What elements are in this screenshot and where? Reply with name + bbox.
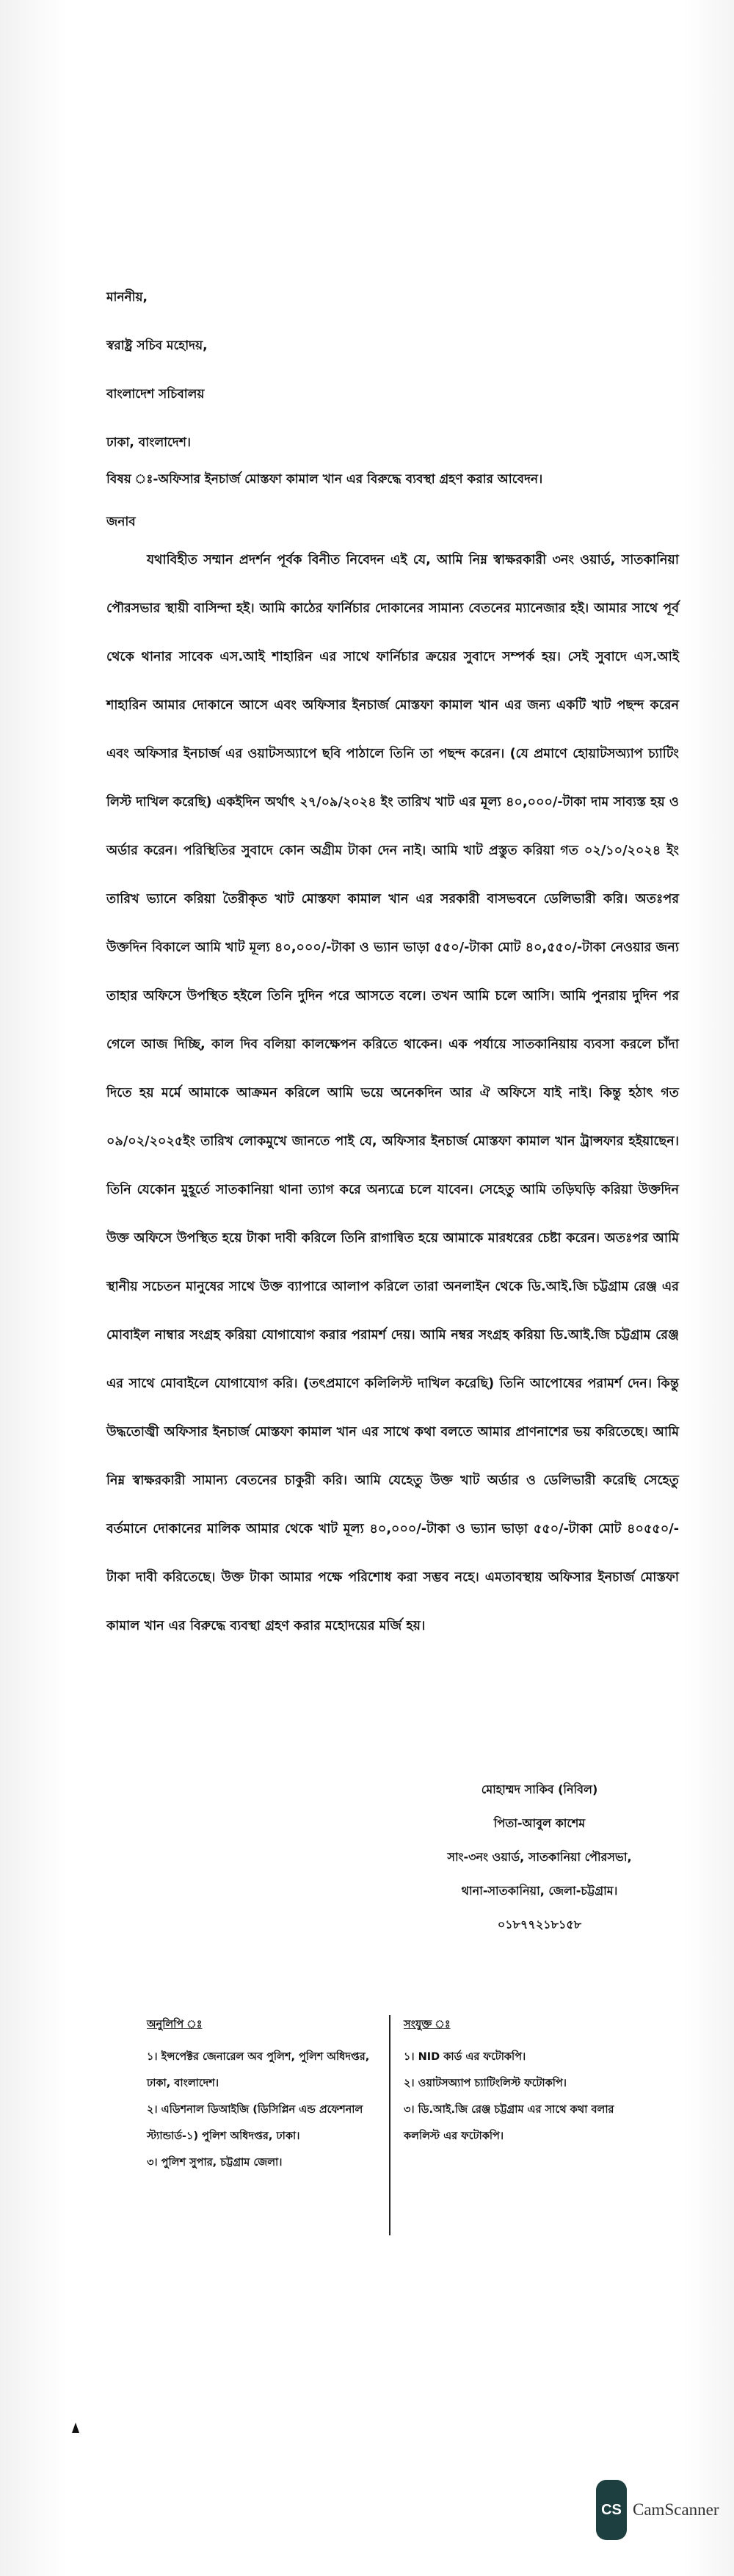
letter-salutation: জনাব <box>106 515 136 529</box>
address-salutation: মাননীয়, <box>106 290 148 305</box>
signature-father: পিতা-আবুল কাশেম <box>493 1816 586 1830</box>
signature-name: মোহাম্মদ সাকিব (নিবিল) <box>481 1782 598 1796</box>
signature-block <box>422 1773 657 1942</box>
address-city: ঢাকা, বাংলাদেশ। <box>106 435 191 450</box>
enclosures-heading: সংযুক্ত ঃ <box>404 2019 451 2031</box>
enclosures-list <box>404 2011 646 2149</box>
signature-thana: থানা-সাতকানিয়া, জেলা-চট্টগ্রাম। <box>461 1884 618 1898</box>
signature-address: সাং-৩নং ওয়ার্ড, সাতকানিয়া পৌরসভা, <box>447 1850 632 1864</box>
copies-list <box>147 2011 382 2176</box>
letter-subject: বিষয় ঃ-অফিসার ইনচার্জ মোস্তফা কামাল খান এর বিরুদ্ধে ব্যবস্থা গ্রহণ করার আবেদন। <box>106 472 543 487</box>
column-divider <box>389 2015 390 2235</box>
enclosures-item: ৩। ডি.আই.জি রেঞ্জ চট্টগ্রাম এর সাথে কথা বলার কললিস্ট এর ফটোকপি। <box>404 2104 614 2142</box>
camscanner-logo-icon: CS <box>596 2480 627 2540</box>
address-office: বাংলাদেশ সচিবালয় <box>106 387 205 402</box>
camscanner-label: CamScanner <box>633 2500 719 2519</box>
letter <box>106 286 679 1650</box>
letter-body: যথাবিহীত সম্মান প্রদর্শন পূর্বক বিনীত নিবেদন এই যে, আমি নিম্ন স্বাক্ষরকারী ৩নং ওয়ার্ড, সাতকানিয়া পৌরসভার স্থায়ী বাসিন্দা হই। আমি কাঠের ফার্নিচার দোকানের সামান্য বেতনের ম্যানেজার হই। আমার সাথে পূর্ব থেকে থানার সাবেক এস.আই শাহারিন এর সাথে ফার্নিচার ক্রয়ের সুবাদে সম্পর্ক হয়। সেই সুবাদে এস.আই শাহারিন আমার দোকানে আসে এবং অফিসার ইনচার্জ মোস্তফা কামাল খান এর জন্য একটি খাট পছন্দ করেন এবং অফিসার ইনচার্জ এর ওয়াটসঅ্যাপে ছবি পাঠালে তিনি তা পছন্দ করেন। (যে প্রমাণে হোয়াটসঅ্যাপ চ্যাটিং লিস্ট দাখিল করেছি) একইদিন অর্থাৎ ২৭/০৯/২০২৪ ইং তারিখ খাট এর মূল্য ৪০,০০০/-টাকা দাম সাব্যস্ত হয় ও অর্ডার করেন। পরিস্থিতির সুবাদে কোন অগ্রীম টাকা দেন নাই। আমি খাট প্রস্তুত করিয়া গত ০২/১০/২০২৪ ইং তারিখ ভ্যানে করিয়া তৈরীকৃত খাট মোস্তফা কামাল খান এর সরকারী বাসভবনে ডেলিভারী করি। অতঃপর উক্তদিন বিকালে আমি খাট মূল্য ৪০,০০০/-টাকা ও ভ্যান ভাড়া ৫৫০/-টাকা মোট ৪০,৫৫০/-টাকা নেওয়ার জন্য তাহার অফিসে উপস্থিত হইলে তিনি দুদিন পরে আসতে বলে। তখন আমি চলে আসি। আমি পুনরায় দুদিন পর গেলে আজ দিচ্ছি, কাল দিব বলিয়া কালক্ষেপন করিতে থাকেন। এক পর্যায়ে সাতকানিয়ায় ব্যবসা করলে চাঁদা দিতে হয় মর্মে আমাকে আক্রমন করিলে আমি ভয়ে অনেকদিন আর ঐ অফিসে যাই নাই। কিন্তু হঠাৎ গত ০৯/০২/২০২৫ইং তারিখ লোকমুখে জানতে পাই যে, অফিসার ইনচার্জ মোস্তফা কামাল খান ট্রান্সফার হইয়াছেন। তিনি যেকোন মুহূর্তে সাতকানিয়া থানা ত্যাগ করে অন্যত্রে চলে যাবেন। সেহেতু আমি তড়িঘড়ি করিয়া উক্তদিন উক্ত অফিসে উপস্থিত হয়ে টাকা দাবী করিলে তিনি রাগান্বিত হয়ে আমাকে মারধরের চেষ্টা করেন। অতঃপর আমি স্থানীয় সচেতন মানুষের সাথে উক্ত ব্যাপারে আলাপ করিলে তারা অনলাইন থেকে ডি.আই.জি চট্টগ্রাম রেঞ্জ এর মোবাইল নাম্বার সংগ্রহ করিয়া যোগাযোগ করার পরামর্শ দেয়। আমি নম্বর সংগ্রহ করিয়া ডি.আই.জি চট্টগ্রাম রেঞ্জ এর সাথে মোবাইলে যোগাযোগ করি। (তৎপ্রমাণে কলিলিস্ট দাখিল করেছি) তিনি আপোষের পরামর্শ দেন। কিন্তু উদ্ধতোজ্বী অফিসার ইনচার্জ মোস্তফা কামাল খান এর সাথে কথা বলতে আমার প্রাণনাশের ভয় করিতেছে। আমি নিম্ন স্বাক্ষরকারী সামান্য বেতনের চাকুরী করি। আমি যেহেতু উক্ত খাট অর্ডার ও ডেলিভারী করেছি সেহেতু বর্তমানে দোকানের মালিক আমার থেকে খাট মূল্য ৪০,০০০/-টাকা ও ভ্যান ভাড়া ৫৫০/-টাকা মোট ৪০৫৫০/-টাকা দাবী করিতেছে। উক্ত টাকা আমার পক্ষে পরিশোধ করা সম্ভব নহে। এমতাবস্থায় অফিসার ইনচার্জ মোস্তফা কামাল খান এর বিরুদ্ধে ব্যবস্থা গ্রহণ করার মহোদয়ের মর্জি হয়। <box>106 553 679 1633</box>
enclosures-item: ১। NID কার্ড এর ফটোকপি। <box>404 2051 526 2063</box>
stray-scan-mark <box>72 2423 79 2433</box>
copies-heading: অনুলিপি ঃ <box>147 2019 203 2031</box>
signature-phone: ০১৮৭৭২১৮১৫৮ <box>497 1918 582 1931</box>
enclosures-item: ২। ওয়াটসঅ্যাপ চ্যাটিংলিস্ট ফটোকপি। <box>404 2078 567 2089</box>
copies-item: ১। ইন্সপেক্টর জেনারেল অব পুলিশ, পুলিশ অধিদপ্তর, ঢাকা, বাংলাদেশ। <box>147 2051 370 2089</box>
address-recipient: স্বরাষ্ট্র সচিব মহোদয়, <box>106 338 208 353</box>
camscanner-watermark <box>596 2480 719 2540</box>
copies-item: ৩। পুলিশ সুপার, চট্টগ্রাম জেলা। <box>147 2157 283 2169</box>
copies-item: ২। এডিশনাল ডিআইজি (ডিসিপ্লিন এন্ড প্রফেশনাল স্ট্যান্ডার্ড-১) পুলিশ অধিদপ্তর, ঢাকা। <box>147 2104 363 2142</box>
